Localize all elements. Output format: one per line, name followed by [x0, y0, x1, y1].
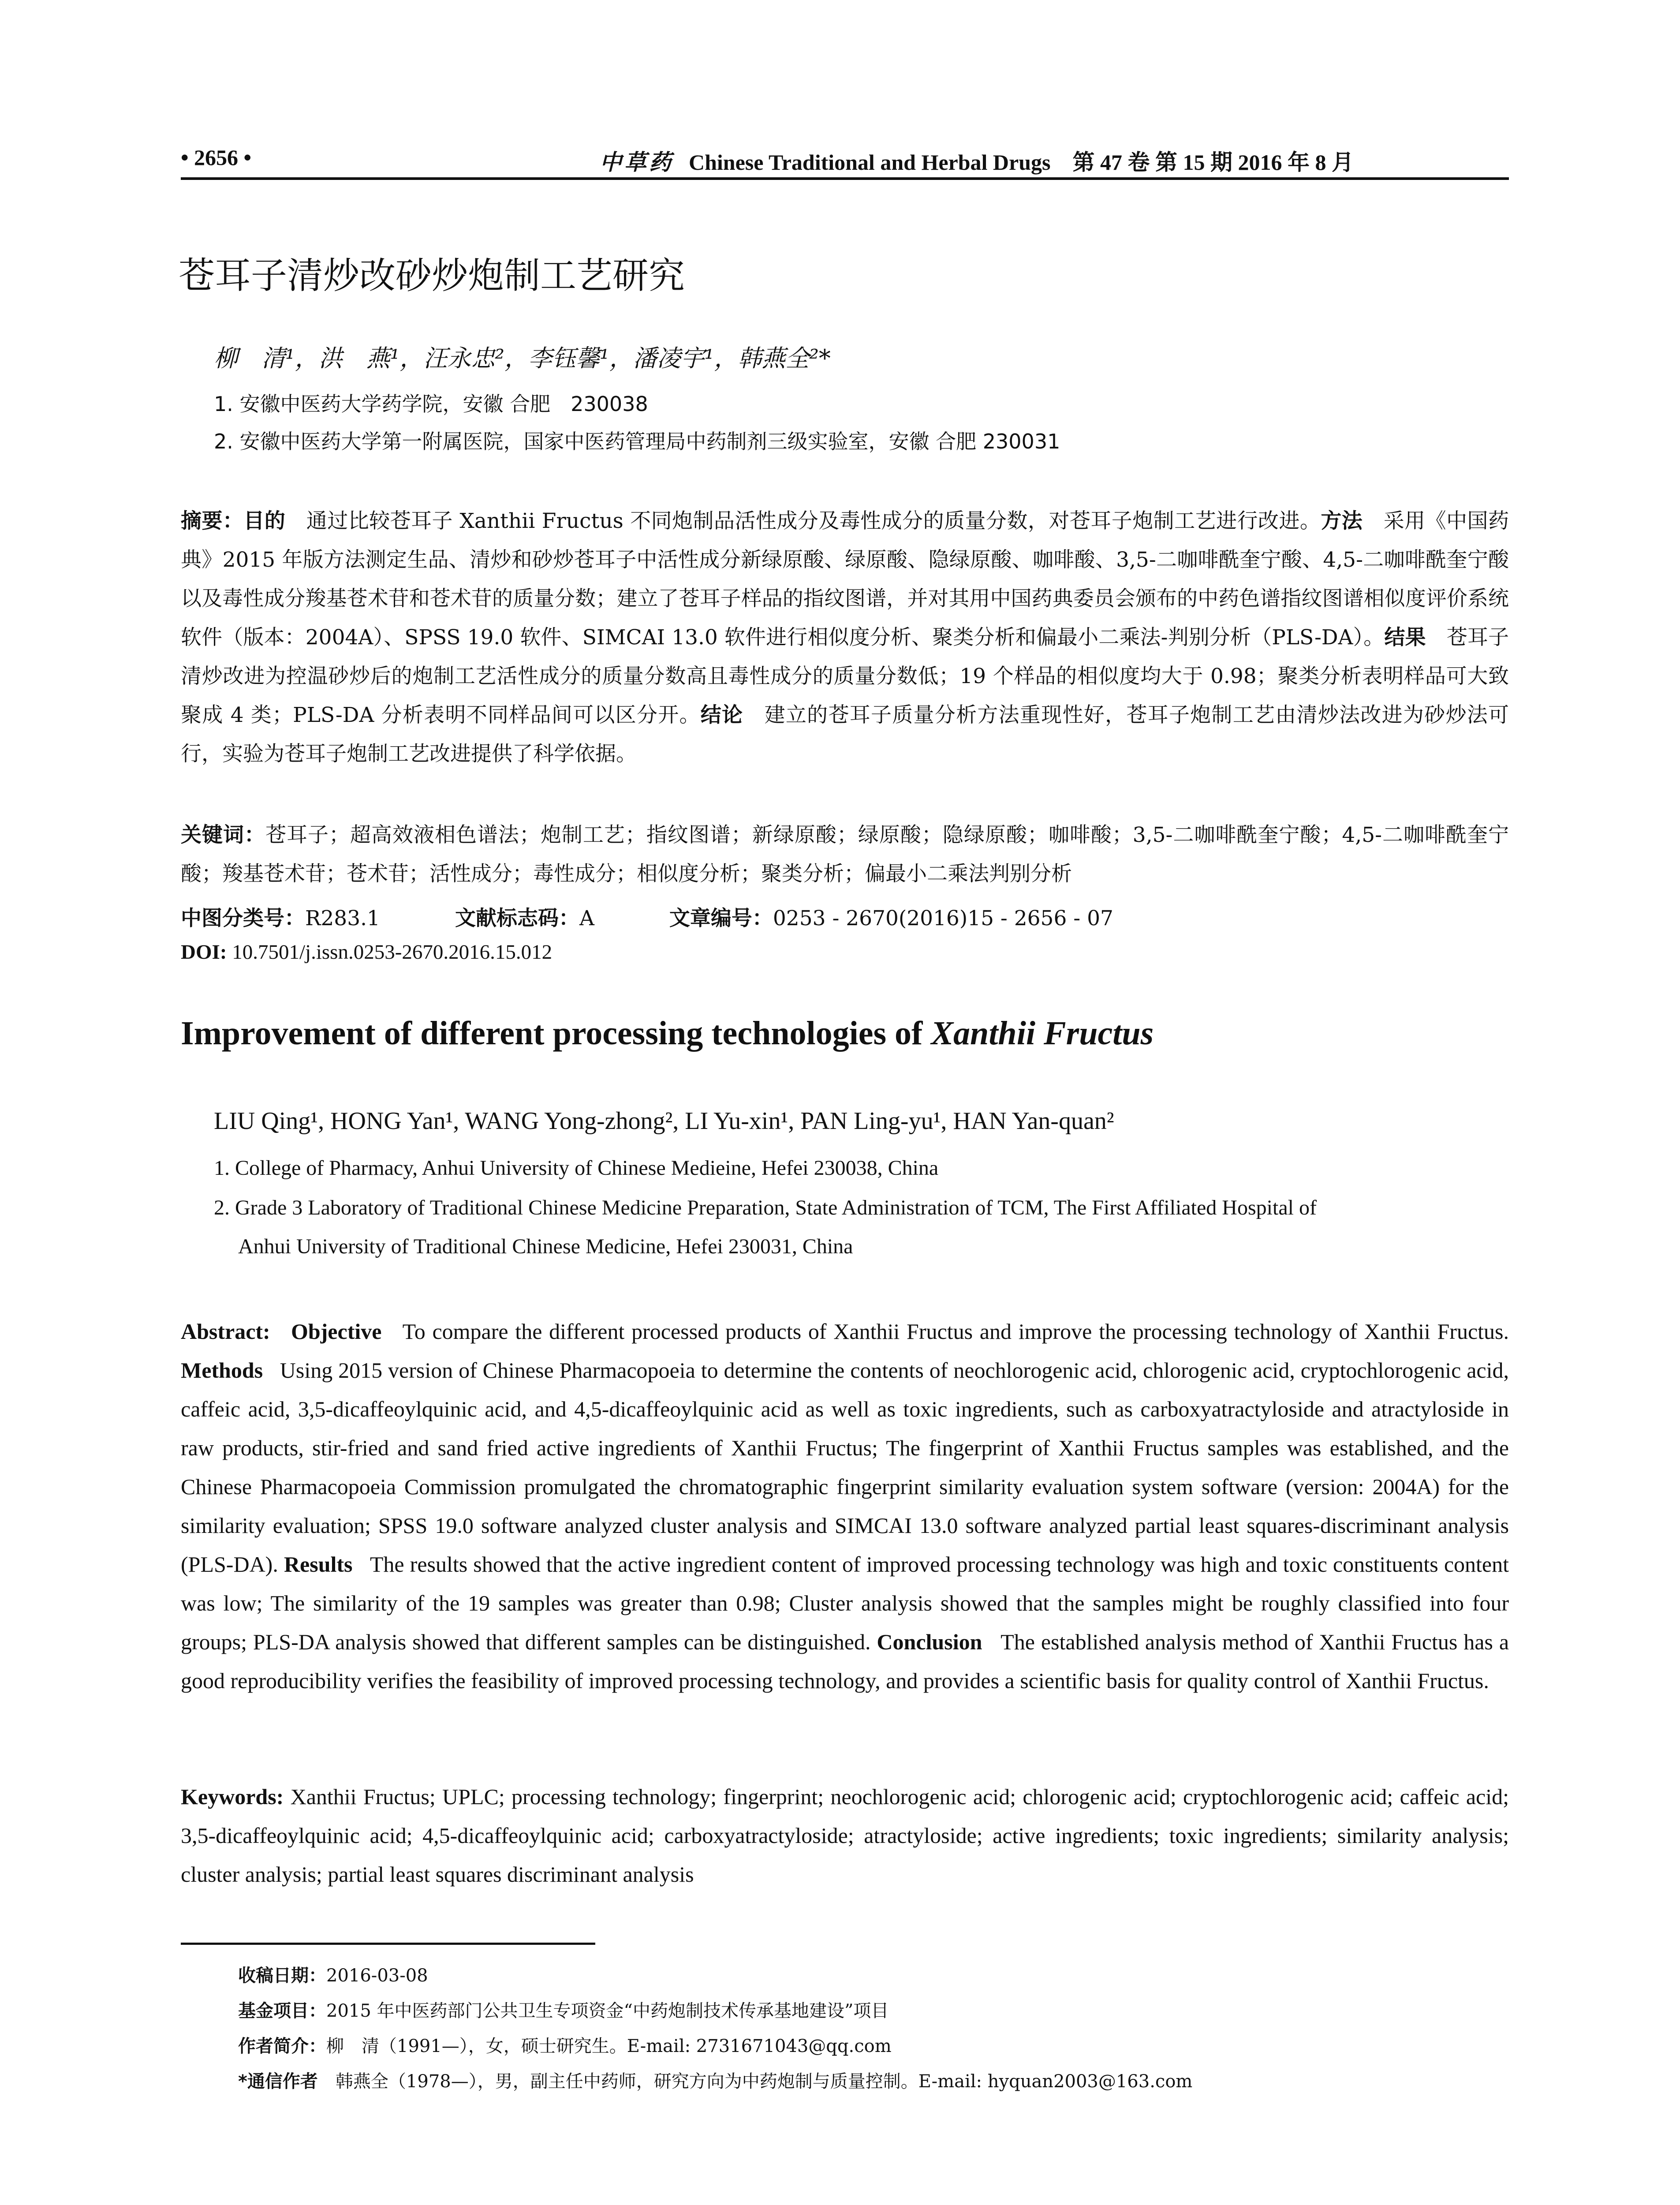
english-affiliation-1: 1. College of Pharmacy, Anhui University of Chinese Medieine, Hefei 230038, China	[214, 1156, 939, 1180]
footnote-text: 2016-03-08	[326, 1966, 428, 1986]
footnote-text: 2015 年中医药部门公共卫生专项资金“中药炮制技术传承基地建设”项目	[326, 2001, 889, 2021]
english-abstract	[181, 1312, 1509, 1700]
keywords-label-en: Keywords:	[181, 1784, 284, 1809]
chinese-affiliation-2: 2. 安徽中医药大学第一附属医院，国家中医药管理局中药制剂三级实验室，安徽 合肥 230031	[214, 430, 1060, 453]
chinese-keywords	[181, 816, 1509, 893]
running-header	[181, 140, 1509, 176]
conclusion-label-cn: 结论	[700, 703, 743, 727]
keywords-label-cn: 关键词：	[181, 823, 265, 847]
abstract-label-en: Abstract:	[181, 1319, 270, 1344]
footnote-label: 基金项目：	[238, 2001, 326, 2021]
objective-text-en: To compare the different processed products of Xanthii Fructus and improve the processing technology of Xanthii Fructus.	[402, 1319, 1509, 1344]
english-keywords	[181, 1777, 1509, 1894]
chinese-authors: 柳 清¹，洪 燕¹，汪永忠²，李钰馨¹，潘凌宇¹，韩燕全²*	[214, 344, 831, 372]
footnote-text: 韩燕全（1978—），男，副主任中药师，研究方向为中药炮制与质量控制。E-mail: hyquan2003@163.com	[317, 2071, 1193, 2092]
abstract-label: 摘要：	[181, 509, 244, 533]
english-affiliation-2-line1: 2. Grade 3 Laboratory of Traditional Chinese Medicine Preparation, State Administration of TCM, The First Affiliated Hospital of	[214, 1196, 1317, 1219]
methods-label-cn: 方法	[1321, 509, 1363, 533]
english-affiliation-2-line2: Anhui University of Traditional Chinese Medicine, Hefei 230031, China	[238, 1235, 853, 1258]
english-authors: LIU Qing¹, HONG Yan¹, WANG Yong-zhong², LI Yu-xin¹, PAN Ling-yu¹, HAN Yan-quan²	[214, 1107, 1114, 1135]
doc-code-value: A	[579, 906, 594, 931]
journal-info	[600, 145, 1354, 176]
results-label-en: Results	[284, 1552, 353, 1577]
conclusion-label-en: Conclusion	[877, 1629, 982, 1654]
doi-value[interactable]: 10.7501/j.issn.0253-2670.2016.15.012	[232, 941, 553, 964]
clc-label: 中图分类号：	[181, 906, 305, 931]
journal-logo: 中草药	[600, 150, 674, 175]
footnote-rule	[181, 1943, 595, 1945]
journal-volume-info: Chinese Traditional and Herbal Drugs 第 47 卷 第 15 期 2016 年 8 月	[689, 150, 1354, 175]
english-title-text: Improvement of different processing technologies of	[181, 1015, 931, 1052]
article-no-value: 0253 - 2670(2016)15 - 2656 - 07	[773, 906, 1113, 931]
page-number: • 2656 •	[181, 145, 252, 170]
chinese-title: 苍耳子清炒改砂炒炮制工艺研究	[179, 255, 685, 297]
methods-label-en: Methods	[181, 1358, 263, 1383]
keywords-text-en: Xanthii Fructus; UPLC; processing technology; fingerprint; neochlorogenic acid; chlorogenic acid; cryptochlorogenic acid; caffeic acid; 3,5-dicaffeoylquinic acid; 4,5-dicaffeoylquinic acid; carboxyatractyloside; atractyloside; active ingredients; toxic ingredients; similarity analysis; cluster analysis; partial least squares discriminant analysis	[181, 1784, 1509, 1887]
objective-text-cn: 通过比较苍耳子 Xanthii Fructus 不同炮制品活性成分及毒性成分的质量分数，对苍耳子炮制工艺进行改进。	[285, 509, 1321, 533]
footnotes	[238, 1958, 1192, 2099]
footnote-label: *通信作者	[238, 2071, 318, 2092]
conclusion-text-cn: 建立的苍耳子质量分析方法重现性好，苍耳子炮制工艺由清炒法改进为砂炒法可行，实验为苍耳子炮制工艺改进提供了科学依据。	[181, 703, 1509, 766]
conclusion-text-en: The established analysis method of Xanthii Fructus has a good reproducibility verifies the feasibility of improved processing technology, and provides a scientific basis for quality control of Xanthii Fructus.	[181, 1629, 1509, 1693]
methods-text-en: Using 2015 version of Chinese Pharmacopoeia to determine the contents of neochlorogenic acid, chlorogenic acid, cryptochlorogenic acid, caffeic acid, 3,5-dicaffeoylquinic acid, and 4,5-dicaffeoylquinic acid as well as toxic ingredients, such as carboxyatractyloside and atractyloside in raw products, stir-fried and sand fried active ingredients of Xanthii Fructus; The fingerprint of Xanthii Fructus samples was established, and the Chinese Pharmacopoeia Commission promulgated the chromatographic fingerprint similarity evaluation system software (version: 2004A) for the similarity evaluation; SPSS 19.0 software analyzed cluster analysis and SIMCAI 13.0 software analyzed partial least squares-discriminant analysis (PLS-DA).	[181, 1358, 1509, 1577]
chinese-affiliation-1: 1. 安徽中医药大学药学院，安徽 合肥 230038	[214, 392, 648, 416]
footnote-funding	[238, 1993, 1192, 2029]
english-title-italic: Xanthii Fructus	[931, 1015, 1154, 1052]
header-rule	[181, 177, 1509, 180]
results-label-cn: 结果	[1384, 625, 1426, 650]
classification-line	[181, 902, 1113, 931]
footnote-corresponding	[238, 2064, 1192, 2099]
objective-label-en: Objective	[291, 1319, 382, 1344]
chinese-abstract	[181, 502, 1509, 774]
objective-label-cn: 目的	[243, 509, 286, 533]
footnote-received	[238, 1958, 1192, 1993]
article-no-label: 文章编号：	[669, 906, 773, 931]
methods-text-cn: 采用《中国药典》2015 年版方法测定生品、清炒和砂炒苍耳子中活性成分新绿原酸、绿原酸、隐绿原酸、咖啡酸、3,5-二咖啡酰奎宁酸、4,5-二咖啡酰奎宁酸以及毒性成分羧基苍术苷和苍术苷的质量分数；建立了苍耳子样品的指纹图谱，并对其用中国药典委员会颁布的中药色谱指纹图谱相似度评价系统软件（版本：2004A）、SPSS 19.0 软件、SIMCAI 13.0 软件进行相似度分析、聚类分析和偏最小二乘法-判别分析（PLS-DA）。	[181, 509, 1509, 650]
doi-line	[181, 940, 552, 964]
footnote-label: 作者简介：	[238, 2036, 326, 2056]
results-text-en: The results showed that the active ingredient content of improved processing technology was high and toxic constituents content was low; The similarity of the 19 samples was greater than 0.98; Cluster analysis showed that the samples might be roughly classified into four groups; PLS-DA analysis showed that different samples can be distinguished.	[181, 1552, 1509, 1654]
doc-code-label: 文献标志码：	[455, 906, 579, 931]
results-text-cn: 苍耳子清炒改进为控温砂炒后的炮制工艺活性成分的质量分数高且毒性成分的质量分数低；19 个样品的相似度均大于 0.98；聚类分析表明样品可大致聚成 4 类；PLS-DA 分析表明不同样品间可以区分开。	[181, 625, 1509, 727]
keywords-text-cn: 苍耳子；超高效液相色谱法；炮制工艺；指纹图谱；新绿原酸；绿原酸；隐绿原酸；咖啡酸；3,5-二咖啡酰奎宁酸；4,5-二咖啡酰奎宁酸；羧基苍术苷；苍术苷；活性成分；毒性成分；相似度分析；聚类分析；偏最小二乘法判别分析	[181, 823, 1509, 886]
footnote-author-bio	[238, 2029, 1192, 2064]
footnote-label: 收稿日期：	[238, 1966, 326, 1986]
clc-value: R283.1	[305, 906, 380, 931]
doi-label: DOI:	[181, 941, 227, 964]
english-title	[181, 1014, 1154, 1053]
english-affiliation-2	[214, 1188, 1510, 1266]
footnote-text: 柳 清（1991—），女，硕士研究生。E-mail: 2731671043@qq.com	[326, 2036, 892, 2056]
